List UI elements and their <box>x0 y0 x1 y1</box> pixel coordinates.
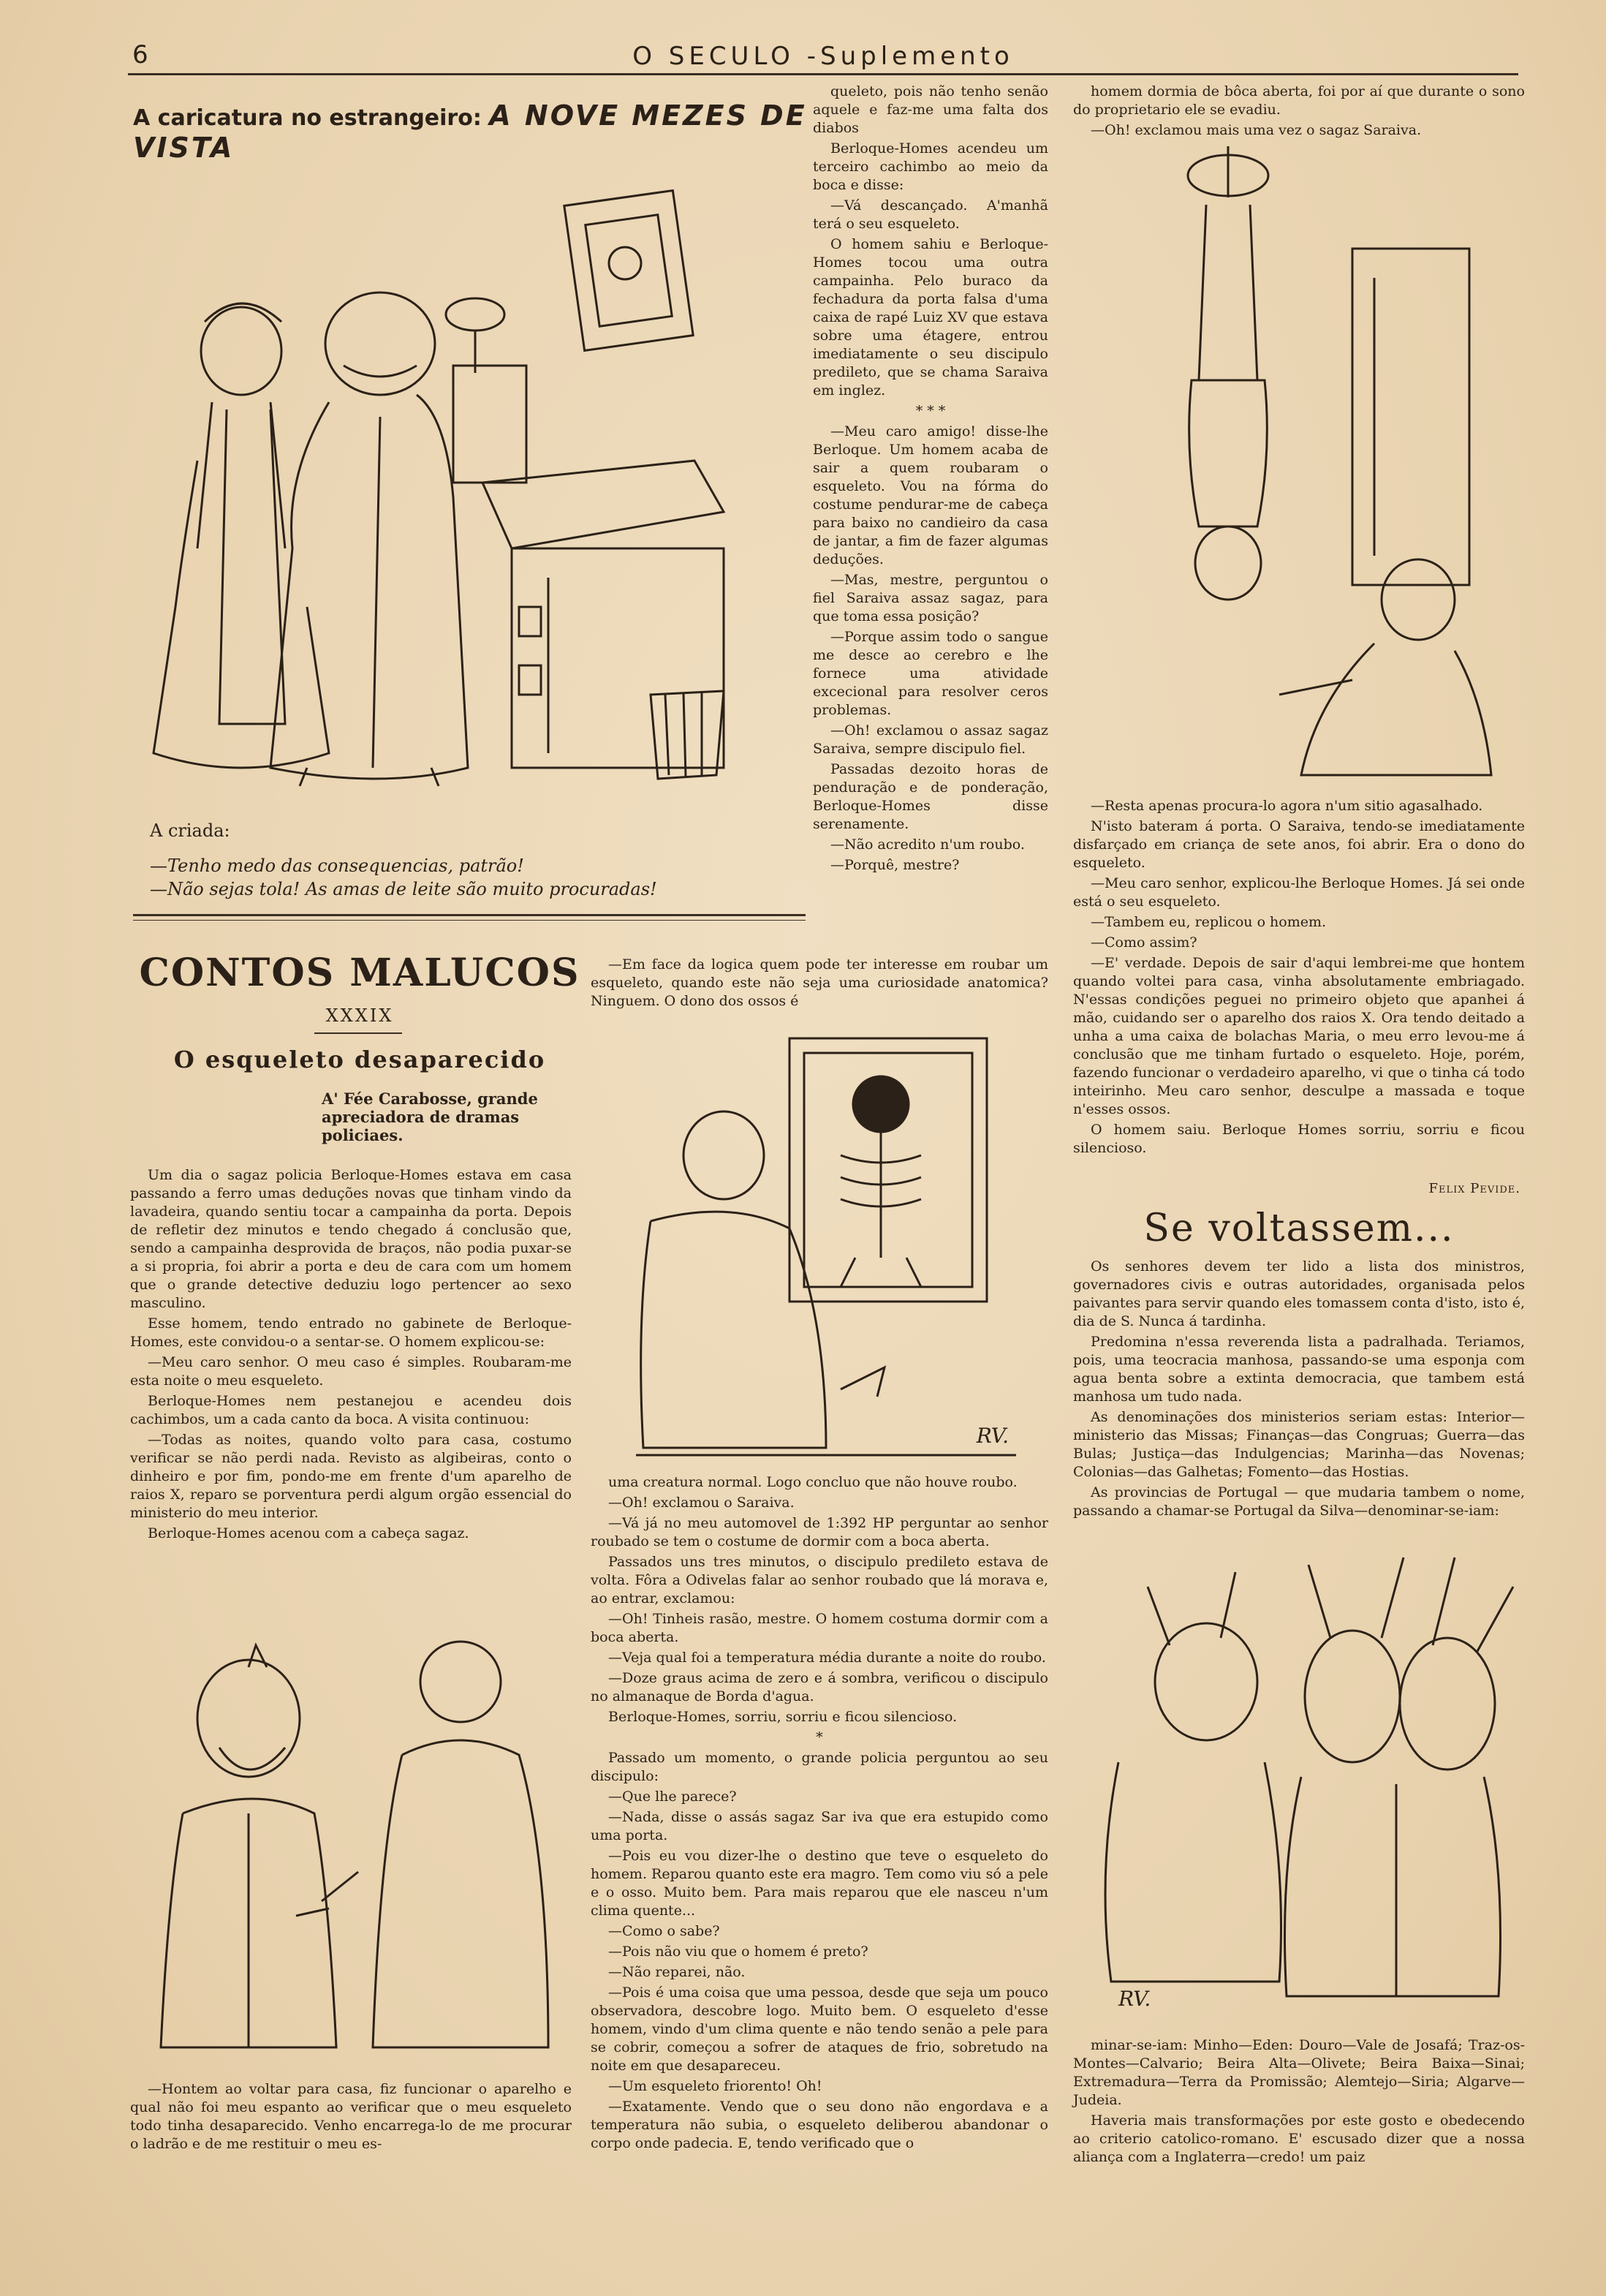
contos-rule <box>314 1032 402 1034</box>
donkeys-artist-signature: RV. <box>1118 1987 1151 2011</box>
paragraph: Os senhores devem ter lido a lista dos ministros, governadores civis e outras autoridades, organisada pelos paivantes para servir quando eles tomassem conta d'isto, isto é, dia de S. Nunca á tardinha. <box>1073 1258 1525 1329</box>
paragraph: —Um esqueleto friorento! Oh! <box>608 2078 822 2094</box>
paragraph: Esse homem, tendo entrado no gabinete de Berloque-Homes, este convidou-o a sentar-se. O homem explicou-se: <box>130 1315 572 1350</box>
paragraph: —Como assim? <box>1091 934 1197 951</box>
paragraph: uma creatura normal. Logo concluo que não houve roubo. <box>608 1474 1018 1490</box>
paragraph: —Oh! Tinheis rasão, mestre. O homem costuma dormir com a boca aberta. <box>591 1611 1048 1645</box>
caption-line-2: —Não sejas tola! As amas de leite são muito procuradas! <box>150 879 657 899</box>
hanging-detective-illustration <box>1111 146 1520 782</box>
paragraph: —Que lhe parece? <box>608 1789 737 1805</box>
paragraph: N'isto bateram á porta. O Saraiva, tendo-se imediatamente disfarçado em criança de sete anos, foi abrir. Era o dono do esqueleto. <box>1073 818 1525 871</box>
paragraph: —Não reparei, não. <box>608 1964 746 1980</box>
skeleton-artist-signature: RV. <box>976 1424 1009 1448</box>
column-1-bottom-paragraph: —Hontem ao voltar para casa, fiz funcionar o aparelho e qual não foi meu espanto ao verificar que o meu esqueleto todo tinha desaparecido. Venho encarrega-lo de me procurar o ladrão e de me restituir o meu es- <box>130 2081 572 2152</box>
paragraph: Berloque-Homes nem pestanejou e acendeu dois cachimbos, um a cada canto da boca. A visita continuou: <box>130 1393 572 1427</box>
paragraph: —Oh! exclamou o assaz sagaz Saraiva, sempre discipulo fiel. <box>813 722 1048 757</box>
caption-line-1: —Tenho medo das consequencias, patrão! <box>150 856 524 876</box>
paragraph: Um dia o sagaz policia Berloque-Homes estava em casa passando a ferro umas deduções novas que tinham vindo da lavadeira, quando sentiu tocar a campainha da porta. Depois de refletir dez minutos e tendo chegado á conclusão que, sendo a campainha desprovida de braços, não podia puxar-se a si propria, foi abrir a porta e deu de cara com um homem que o grande detective deduziu logo pertencer ao sexo masculino. <box>130 1167 572 1311</box>
paragraph: As denominações dos ministerios seriam estas: Interior—ministerio das Missas; Finanças—das Congruas; Guerra—das Bulas; Justiça—das Indulgencias; Marinha—das Novenas; Colonias—das Galhetas; Fomento—das Hostias. <box>1073 1409 1525 1480</box>
voltassem-bottom-text <box>1073 2036 1525 2169</box>
paragraph: —Resta apenas procura-lo agora n'um sitio agasalhado. <box>1091 798 1483 814</box>
paragraph: —Pois não viu que o homem é preto? <box>608 1944 868 1960</box>
paragraph: —Exatamente. Vendo que o seu dono não engordava e a temperatura não subia, o esqueleto deliberou abandonar o corpo onde padecia. E, tendo verificado que o <box>591 2099 1048 2151</box>
paragraph: —E' verdade. Depois de sair d'aqui lembrei-me que hontem quando voltei para casa, vinha absolutamente embriagado. N'essas condições peguei no primeiro objeto que apanhei á mão, cuidando ser o aparelho dos raios X. Ora tendo deitado a unha a uma caixa de bolachas Maria, o meu erro levou-me á conclusão que me tinham furtado o esqueleto. Hoje, porém, fazendo funcionar o verdadeiro aparelho, vi que o tinha cá todo inteirinho. Meu caro senhor, desculpe a massada e toque n'esses ossos. <box>1073 955 1525 1117</box>
paragraph: —Doze graus acima de zero e á sombra, verificou o discipulo no almanaque de Borda d'agua. <box>591 1670 1048 1704</box>
paragraph: —Pois eu vou dizer-lhe o destino que teve o esqueleto do homem. Reparou quanto este era magro. Tem como viu só a pele e o osso. Muito bem. Para mais reparou que ele nasceu n'um clima quente... <box>591 1848 1048 1919</box>
paragraph: —Vá já no meu automovel de 1:392 HP perguntar ao senhor roubado se tem o costume de dormir com a boca aberta. <box>591 1515 1048 1549</box>
paragraph: —Meu caro amigo! disse-lhe Berloque. Um homem acaba de sair a quem roubaram o esqueleto. Vou na fórma do costume pendurar-me de cabeça para baixo no candieiro da casa de jantar, a fim de fazer algumas deduções. <box>813 423 1048 567</box>
paragraph: * * * <box>915 403 946 419</box>
column-2-mid-text <box>591 956 1048 1013</box>
column-3-mid-text <box>1073 797 1525 1160</box>
paragraph: —Pois é uma coisa que uma pessoa, desde que seja um pouco observadora, descobre logo. Muito bem. O esqueleto d'esse homem, vindo d'um clima quente e não tendo senão a pele para se cobrir, começou a sofrer de ataques de frio, sobretudo na noite em que desapareceu. <box>591 1985 1048 2074</box>
paragraph: —Vá descançado. A'manhã terá o seu esqueleto. <box>813 197 1048 232</box>
contos-title: CONTOS MALUCOS <box>139 951 580 995</box>
paragraph: —Tambem eu, replicou o homem. <box>1091 914 1327 930</box>
masthead: O SECULO -Suplemento <box>632 42 1014 71</box>
paragraph: —Não acredito n'um roubo. <box>830 837 1025 853</box>
column-2-top-text <box>813 83 1048 877</box>
paragraph: —Meu caro senhor, explicou-lhe Berloque Homes. Já sei onde está o seu esqueleto. <box>1073 875 1525 910</box>
paragraph: Berloque-Homes acendeu um terceiro cachimbo ao meio da boca e disse: <box>813 140 1048 193</box>
paragraph: Berloque-Homes acenou com a cabeça sagaz. <box>148 1525 469 1541</box>
column-3-top-text <box>1073 83 1525 142</box>
paragraph: —Veja qual foi a temperatura média durante a noite do roubo. <box>608 1650 1046 1666</box>
column-1-text <box>130 1166 572 1545</box>
paragraph: Predomina n'essa reverenda lista a padralhada. Teriamos, pois, uma teocracia manhosa, passando-se uma esponja com agua benta sobre a extinta democracia, que tambem está manhosa um tudo nada. <box>1073 1334 1525 1405</box>
paragraph: * <box>816 1729 823 1745</box>
page-header <box>128 40 1518 74</box>
paragraph: Passadas dezoito horas de penduração e de ponderação, Berloque-Homes disse serenamente. <box>813 761 1048 832</box>
paragraph: —Meu caro senhor. O meu caso é simples. Roubaram-me esta noite o meu esqueleto. <box>130 1354 572 1389</box>
paragraph: Haveria mais transformações por este gosto e obedecendo ao criterio catolico-romano. E' escusado dizer que a nossa aliança com a Inglaterra—credo! um paiz <box>1073 2112 1525 2165</box>
page-number: 6 <box>132 40 148 69</box>
header-rule <box>128 73 1518 75</box>
story-signature: Felix Pevide. <box>1428 1181 1520 1196</box>
contos-number: XXXIX <box>325 1005 394 1026</box>
caricature-title <box>133 99 820 164</box>
paragraph: —Nada, disse o assás sagaz Sar iva que era estupido como uma porta. <box>591 1809 1048 1843</box>
paragraph: Passados uns tres minutos, o discipulo predileto estava de volta. Fôra a Odivelas falar ao senhor roubado que lá morava e, ao entrar, exclamou: <box>591 1554 1048 1606</box>
paragraph: —Porque assim todo o sangue me desce ao cerebro e lhe fornece uma atividade excecional para resolver ceros problemas. <box>813 629 1048 718</box>
caption-divider <box>133 914 806 921</box>
paragraph: minar-se-iam: Minho—Eden: Douro—Vale de Josafá; Traz-os-Montes—Calvario; Beira Alta—Olivete; Beira Baixa—Sinai; Extremadura—Terra da Promissão; Alemtejo—Siria; Algarve—Judeia. <box>1073 2037 1525 2108</box>
column-2-bottom-text <box>591 1473 1048 2155</box>
paragraph: queleto, pois não tenho senão aquele e faz-me uma falta dos diabos <box>813 83 1048 136</box>
xray-skeleton-illustration <box>621 1024 1031 1462</box>
column-1-bottom-text <box>130 2080 572 2156</box>
story-dedication: A' Fée Carabosse, grande apreciadora de dramas policiaes. <box>322 1090 538 1144</box>
caricature-title-main: A NOVE MEZES DE VISTA <box>133 99 807 164</box>
donkey-clergy-illustration <box>1089 1543 1520 2025</box>
voltassem-title: Se voltassem... <box>1143 1206 1455 1250</box>
paragraph: —Oh! exclamou o Saraiva. <box>608 1495 795 1511</box>
paragraph: Berloque-Homes, sorriu, sorriu e ficou silencioso. <box>608 1709 958 1725</box>
maid-caricature-illustration <box>139 168 753 797</box>
paragraph: O homem sahiu e Berloque-Homes tocou uma outra campainha. Pelo buraco da fechadura da porta falsa d'uma caixa de rapé Luiz XV que estava sobre uma étagere, entrou imediatamente o seu discipulo predileto, que se chama Saraiva em inglez. <box>813 236 1048 399</box>
caption-intro: A criada: <box>150 820 230 841</box>
caricature-caption <box>150 819 749 901</box>
detective-visit-illustration <box>139 1638 570 2062</box>
paragraph: O homem saiu. Berloque Homes sorriu, sorriu e ficou silencioso. <box>1073 1122 1525 1156</box>
paragraph: —Como o sabe? <box>608 1923 720 1939</box>
voltassem-text <box>1073 1258 1525 1522</box>
caricature-title-prefix: A caricatura no estrangeiro: <box>133 105 482 131</box>
paragraph: —Porquê, mestre? <box>830 857 960 873</box>
paragraph: —Oh! exclamou mais uma vez o sagaz Saraiva. <box>1091 122 1422 138</box>
paragraph: Passado um momento, o grande policia perguntou ao seu discipulo: <box>591 1750 1048 1784</box>
story-title: O esqueleto desaparecido <box>173 1046 546 1073</box>
paragraph: —Todas as noites, quando volto para casa, costumo verificar se não perdi nada. Revisto as algibeiras, conto o dinheiro e por fim, pondo-me em frente d'um aparelho de raios X, reparo se porventura perdi algum orgão essencial do ministerio do meu interior. <box>130 1432 572 1521</box>
paragraph: homem dormia de bôca aberta, foi por aí que durante o sono do proprietario ele se evadiu. <box>1073 83 1525 118</box>
paragraph: —Mas, mestre, perguntou o fiel Saraiva assaz sagaz, para que toma essa posição? <box>813 572 1048 624</box>
paragraph: As provincias de Portugal — que mudaria tambem o nome, passando a chamar-se Portugal da Silva—denominar-se-iam: <box>1073 1484 1525 1519</box>
column-2-mid-paragraph: —Em face da logica quem pode ter interesse em roubar um esqueleto, quando este não seja uma curiosidade anatomica? Ninguem. O dono dos ossos é <box>591 956 1048 1009</box>
